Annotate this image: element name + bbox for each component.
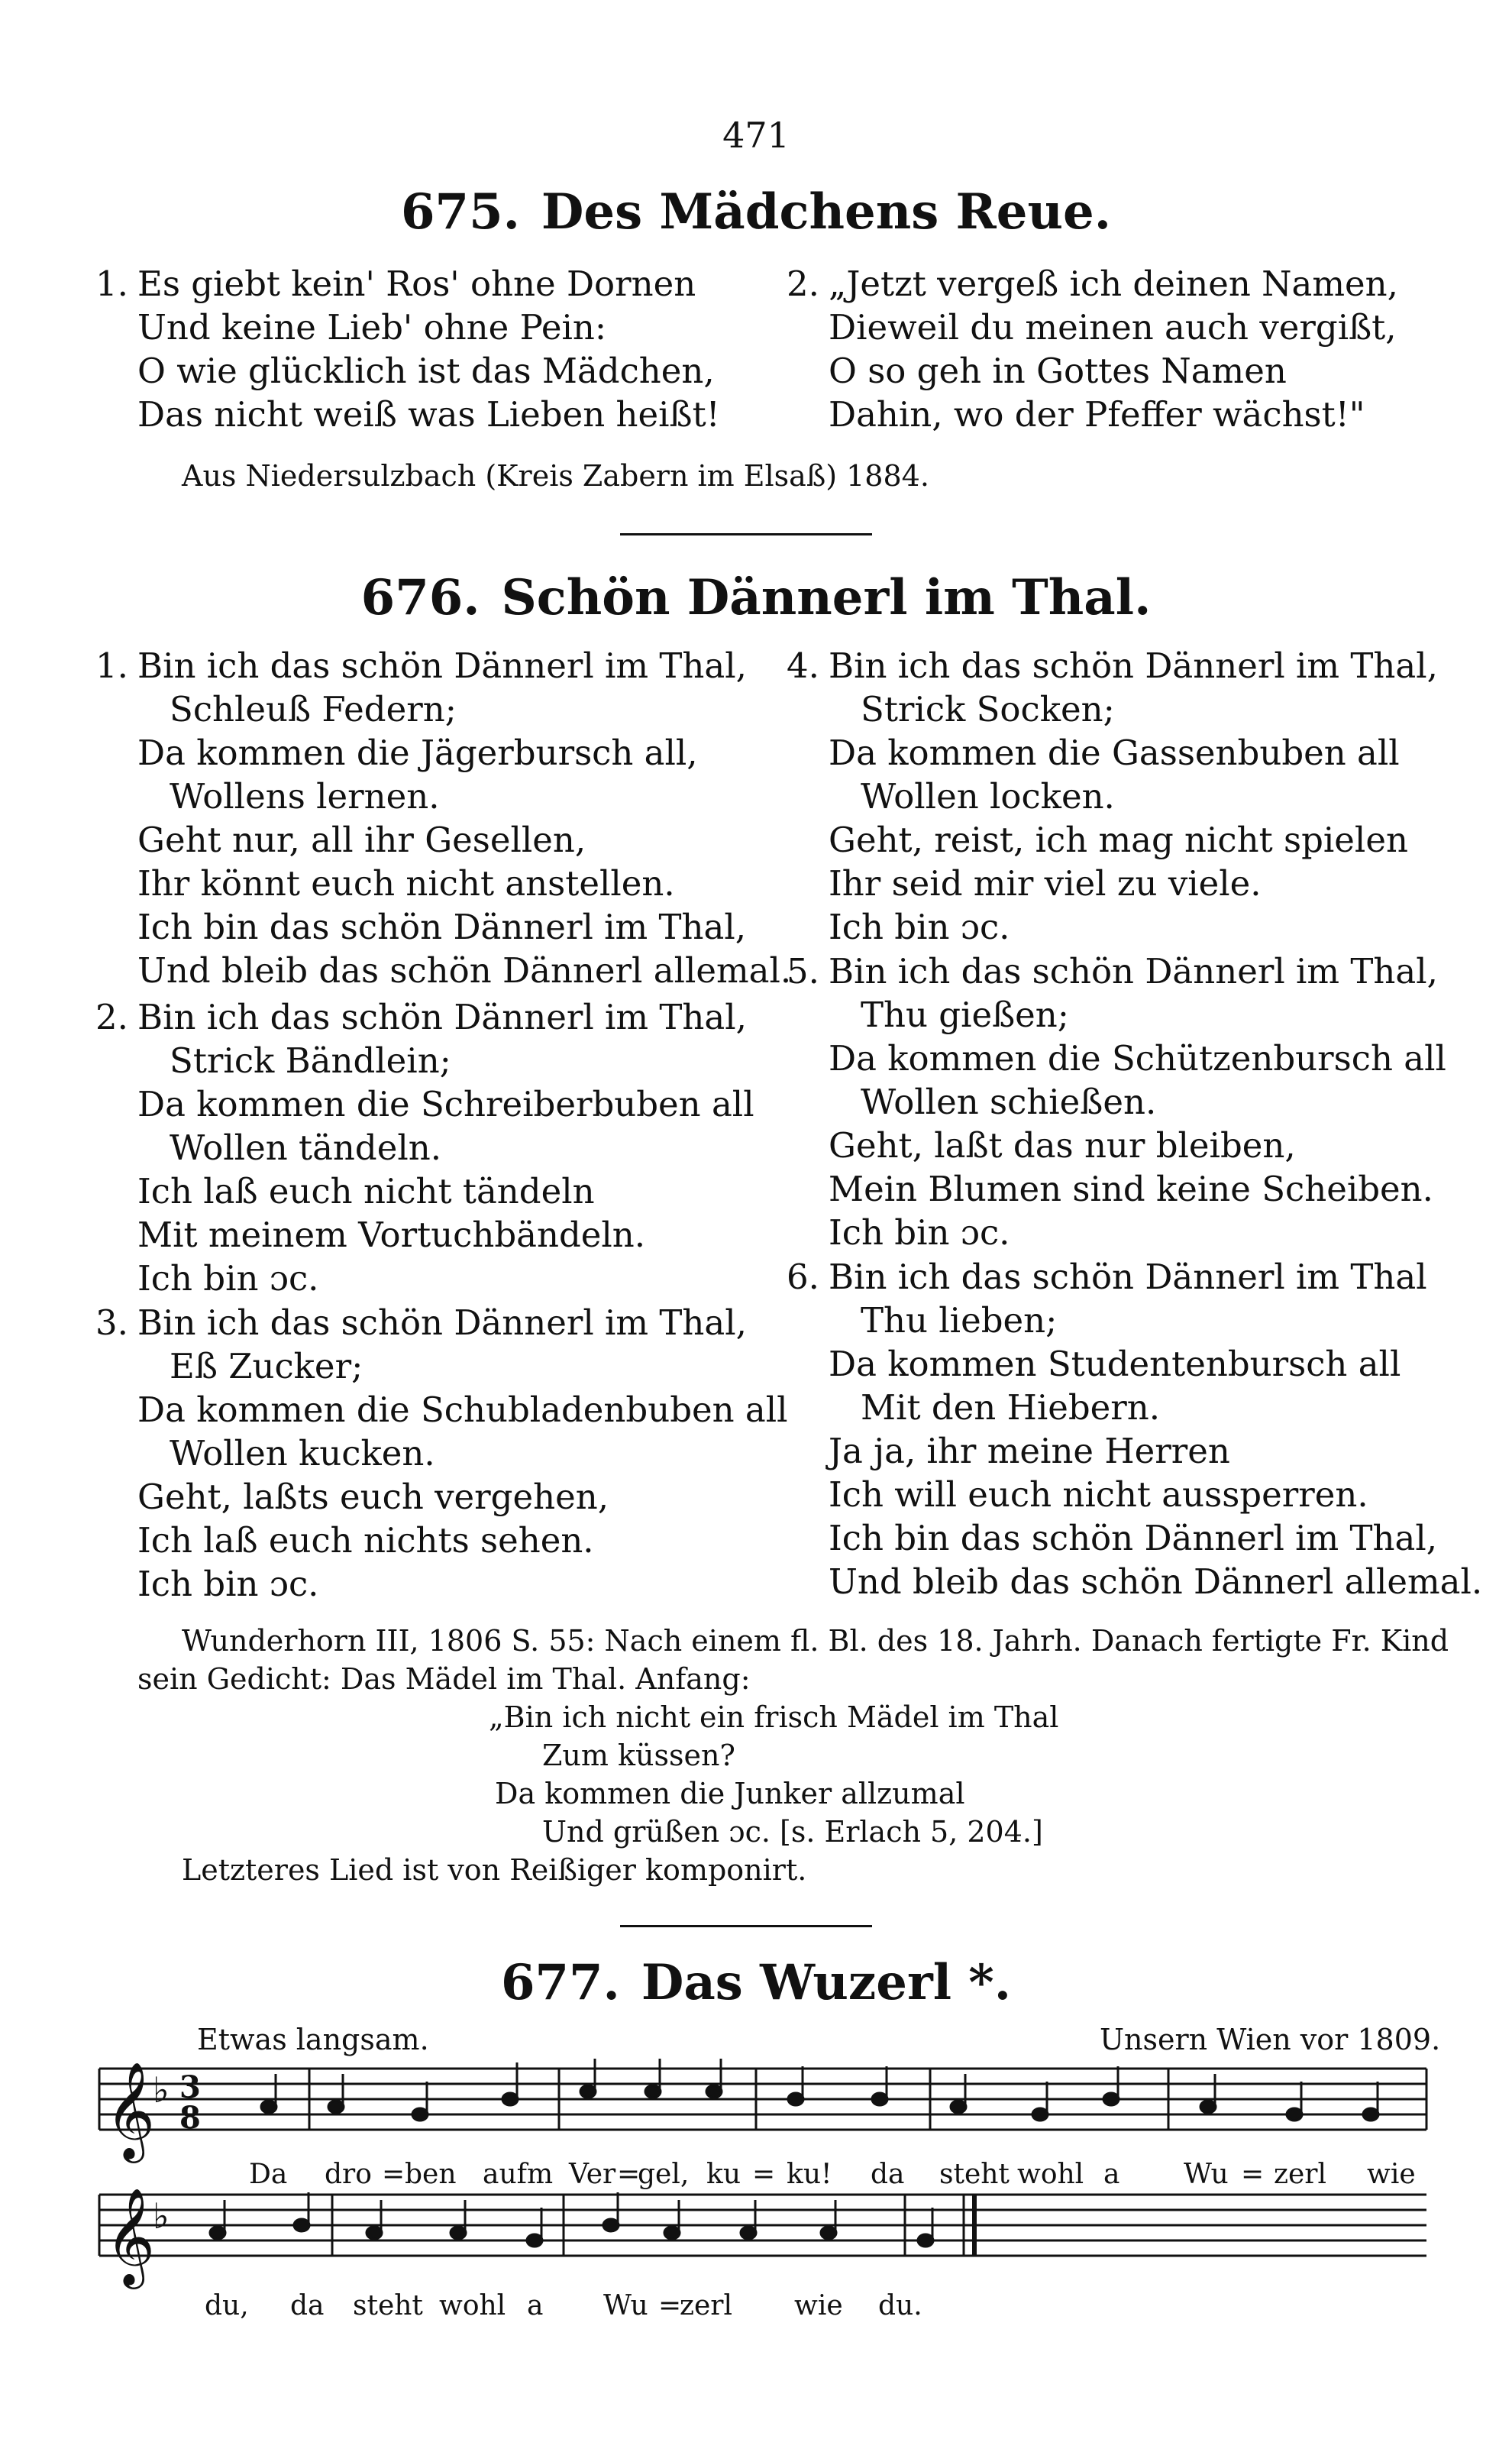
verse-line: Wollen tändeln. [170,1127,442,1168]
lyric-syllable: da [290,2290,325,2321]
verse-line: Thu gießen; [861,995,1069,1035]
lyric-syllable: wie [1367,2159,1416,2190]
lyric-syllable: = [752,2159,776,2190]
verse-line: Bin ich das schön Dännerl im Thal, [137,997,747,1037]
note-head [328,2101,344,2113]
quote-line: „Bin ich nicht ein frisch Mädel im Thal [489,1700,1059,1734]
verse-line: Und bleib das schön Dännerl allemal. [829,1561,1483,1602]
note-head [367,2227,382,2239]
verse-line: Schleuß Federn; [170,689,457,730]
verse-line: Ich laß euch nicht tändeln [137,1171,595,1212]
lyric-syllable: a [1103,2159,1120,2190]
song-675-source: Aus Niedersulzbach (Kreis Zabern im Elsaß) 1884. [182,459,929,493]
time-signature-top: 3 [179,2069,201,2105]
verse-line: Da kommen die Jägerbursch all, [137,733,698,773]
verse-line: Ja ja, ihr meine Herren [829,1431,1230,1471]
stanza-number: 1. [95,645,128,686]
verse-line: Mein Blumen sind keine Scheiben. [829,1169,1433,1209]
note-head [706,2085,722,2098]
song-675-title-text: Des Mädchens Reue. [541,183,1111,241]
time-signature-bottom: 8 [179,2100,201,2136]
note-head [918,2234,933,2247]
verse-line: Da kommen die Schubladenbuben all [137,1389,788,1430]
treble-clef-icon: 𝄞 [105,2187,156,2285]
lyric-syllable: ku [706,2159,741,2190]
verse-line: Bin ich das schön Dännerl im Thal [829,1257,1427,1297]
song-676-note-last: Letzteres Lied ist von Reißiger komponirt. [182,1853,807,1887]
verse-line: Ich bin ɔc. [137,1564,319,1604]
lyric-syllable: Wu [1184,2159,1229,2190]
verse-line: Dahin, wo der Pfeffer wächst!" [829,394,1365,435]
verse-line: Da kommen die Gassenbuben all [829,733,1400,773]
lyric-syllable: gel, [638,2159,690,2190]
note-head [527,2234,542,2247]
verse-line: Thu lieben; [861,1300,1058,1341]
verse-line: Wollen kucken. [170,1433,435,1474]
flat-icon: ♭ [153,2069,170,2111]
note-head [603,2219,619,2231]
quote-line: Da kommen die Junker allzumal [495,1777,965,1810]
song-677-title-text: Das Wuzerl *. [641,1954,1012,2011]
verse-line: Geht nur, all ihr Gesellen, [137,820,586,860]
note-head [1287,2108,1302,2121]
quote-line: Und grüßen ɔc. [s. Erlach 5, 204.] [542,1815,1043,1849]
tempo-marking: Etwas langsam. [197,2023,429,2056]
verse-line: Ich bin das schön Dännerl im Thal, [829,1518,1438,1558]
treble-clef-icon: 𝄞 [105,2061,156,2159]
verse-line: Ich laß euch nichts sehen. [137,1520,594,1561]
verse-line: Mit meinem Vortuchbändeln. [137,1215,646,1255]
verse-line: Geht, laßts euch vergehen, [137,1477,609,1517]
stanza-number: 2. [787,264,819,304]
verse-line: Bin ich das schön Dännerl im Thal, [829,951,1438,992]
page-number: 471 [722,115,790,156]
lyric-syllable: zerl [680,2290,732,2321]
note-head [741,2227,756,2239]
flat-icon: ♭ [153,2195,170,2237]
lyric-syllable: du. [878,2290,922,2321]
lyric-syllable: wohl [439,2290,506,2321]
lyric-syllable: = [382,2159,405,2190]
lyric-syllable: = [617,2159,641,2190]
verse-line: Und keine Lieb' ohne Pein: [137,307,607,348]
lyric-syllable: steht [353,2290,423,2321]
song-675-number: 675. [401,183,520,241]
note-head [451,2227,466,2239]
song-676-title-text: Schön Dännerl im Thal. [501,569,1152,626]
verse-line: Wollen schießen. [861,1082,1157,1122]
stanza-number: 2. [95,997,128,1037]
lyric-syllable: steht [939,2159,1010,2190]
verse-line: Strick Socken; [861,689,1115,730]
lyric-syllable: dro [325,2159,372,2190]
song-origin: Unsern Wien vor 1809. [1100,2023,1441,2056]
note-head [1032,2108,1048,2121]
song-676-note-line-2: sein Gedicht: Das Mädel im Thal. Anfang: [137,1662,751,1696]
verse-line: Ihr könnt euch nicht anstellen. [137,863,675,904]
note-head [580,2085,596,2098]
verse-line: „Jetzt vergeß ich deinen Namen, [829,264,1398,304]
note-head [502,2093,518,2105]
lyric-syllable: Wu [603,2290,648,2321]
lyric-syllable: = [658,2290,682,2321]
verse-line: Da kommen Studentenbursch all [829,1344,1401,1384]
verse-line: Ich will euch nicht aussperren. [829,1474,1368,1515]
verse-line: Das nicht weiß was Lieben heißt! [137,394,720,435]
note-head [412,2108,428,2121]
note-head [951,2101,966,2113]
lyric-syllable: wie [794,2290,843,2321]
stanza-number: 4. [787,645,819,686]
lyric-syllable: aufm [483,2159,554,2190]
lyric-syllable: du, [205,2290,249,2321]
lyric-syllable: Ver [569,2159,616,2190]
note-head [788,2093,803,2105]
note-head [821,2227,836,2239]
note-head [1363,2108,1378,2121]
verse-line: Wollens lernen. [170,776,440,817]
verse-line: O wie glücklich ist das Mädchen, [137,351,715,391]
verse-line: Dieweil du meinen auch vergißt, [829,307,1397,348]
verse-line: Bin ich das schön Dännerl im Thal, [137,645,747,686]
song-677-number: 677. [500,1954,620,2011]
stanza-number: 3. [95,1302,128,1343]
verse-line: Geht, laßt das nur bleiben, [829,1125,1296,1166]
lyric-syllable: Da [249,2159,288,2190]
lyric-syllable: = [1241,2159,1265,2190]
stanza-number: 1. [95,264,128,304]
verse-line: Da kommen die Schreiberbuben all [137,1084,754,1124]
note-head [261,2101,276,2113]
lyric-syllable: ben [405,2159,457,2190]
verse-line: Ich bin ɔc. [137,1258,319,1299]
verse-line: Ihr seid mir viel zu viele. [829,863,1262,904]
verse-line: Bin ich das schön Dännerl im Thal, [137,1302,747,1343]
note-head [1103,2093,1119,2105]
note-head [210,2227,225,2239]
note-head [294,2219,309,2231]
verse-line: Mit den Hiebern. [861,1387,1161,1428]
stanza-number: 5. [787,951,819,992]
verse-line: Bin ich das schön Dännerl im Thal, [829,645,1438,686]
note-head [1200,2101,1216,2113]
verse-line: Strick Bändlein; [170,1040,451,1081]
lyric-syllable: wohl [1017,2159,1084,2190]
note-head [872,2093,887,2105]
verse-line: Geht, reist, ich mag nicht spielen [829,820,1408,860]
lyric-syllable: a [527,2290,544,2321]
note-head [664,2227,680,2239]
lyric-syllable: ku! [787,2159,832,2190]
song-676-number: 676. [360,569,480,626]
verse-line: Da kommen die Schützenbursch all [829,1038,1446,1079]
lyric-syllable: da [871,2159,905,2190]
verse-line: Ich bin das schön Dännerl im Thal, [137,907,747,947]
song-676-note-line-1: Wunderhorn III, 1806 S. 55: Nach einem fl. Bl. des 18. Jahrh. Danach fertigte Fr. Kind [182,1624,1449,1658]
verse-line: Ich bin ɔc. [829,907,1010,947]
verse-line: Und bleib das schön Dännerl allemal. [137,950,792,991]
stanza-number: 6. [787,1257,819,1297]
verse-line: Ich bin ɔc. [829,1212,1010,1253]
note-head [645,2085,661,2098]
verse-line: O so geh in Gottes Namen [829,351,1287,391]
quote-line: Zum küssen? [542,1739,735,1772]
verse-line: Wollen locken. [861,776,1115,817]
lyric-syllable: zerl [1274,2159,1326,2190]
verse-line: Eß Zucker; [170,1346,363,1386]
verse-line: Es giebt kein' Ros' ohne Dornen [137,264,696,304]
